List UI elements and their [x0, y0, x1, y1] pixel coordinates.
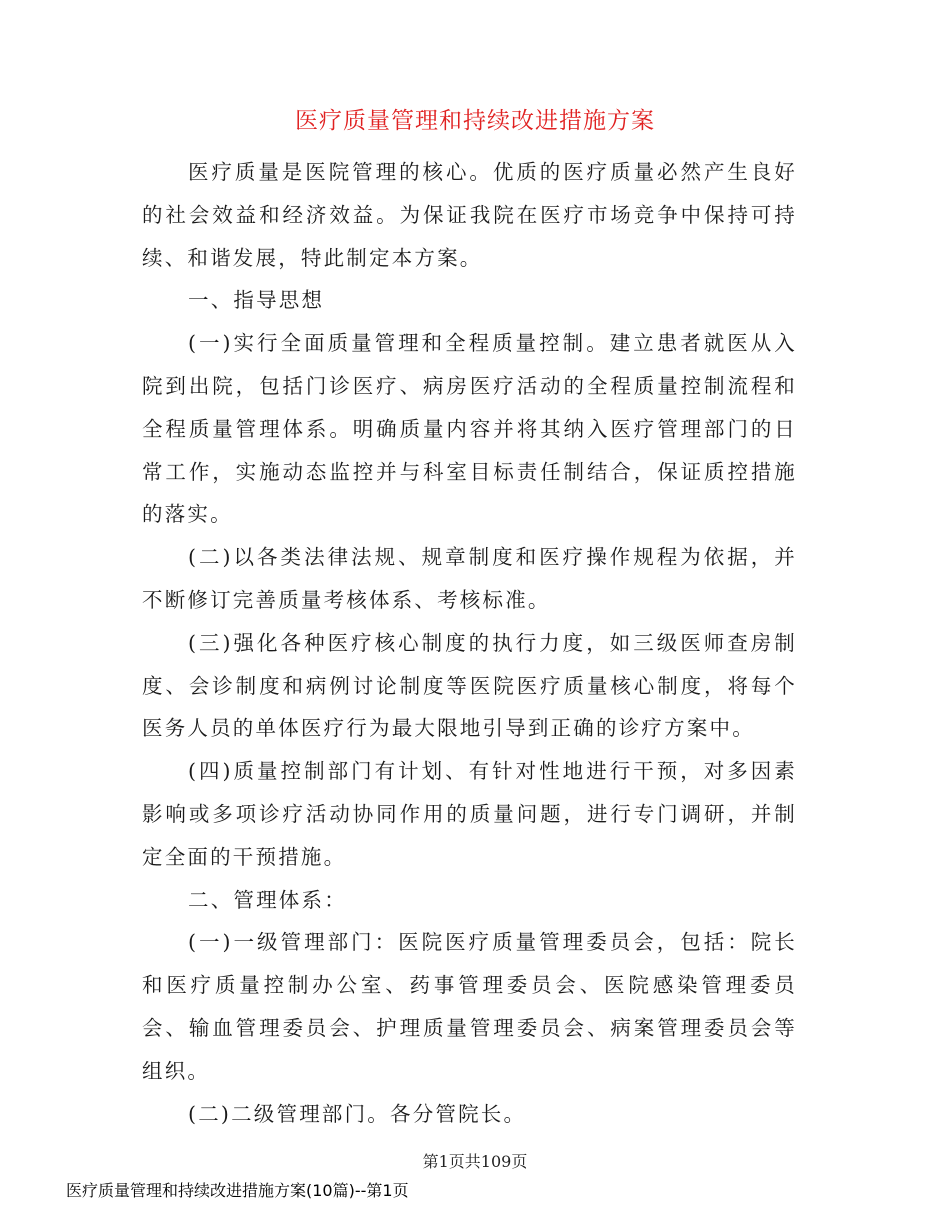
paragraph-item-3: (三)强化各种医疗核心制度的执行力度，如三级医师查房制度、会诊制度和病例讨论制度等医院医疗质量核心制度，将每个医务人员的单体医疗行为最大限地引导到正确的诊疗方案中。	[142, 630, 797, 741]
paragraph-level-1: (一)一级管理部门：医院医疗质量管理委员会，包括：院长和医疗质量控制办公室、药事管理委员会、医院感染管理委员会、输血管理委员会、护理质量管理委员会、病案管理委员会等组织。	[142, 930, 797, 1083]
paragraph-level-2: (二)二级管理部门。各分管院长。	[188, 1101, 527, 1126]
section-heading-guiding-principles: 一、指导思想	[188, 288, 325, 313]
section-heading-management-system: 二、管理体系：	[188, 887, 347, 912]
footer-caption: 医疗质量管理和持续改进措施方案(10篇)--第1页	[66, 1181, 409, 1200]
paragraph-item-4: (四)质量控制部门有计划、有针对性地进行干预，对多因素影响或多项诊疗活动协同作用的质量问题，进行专门调研，并制定全面的干预措施。	[142, 759, 797, 869]
document-body	[142, 151, 797, 1135]
paragraph-item-2: (二)以各类法律法规、规章制度和医疗操作规程为依据，并不断修订完善质量考核体系、考核标准。	[142, 545, 797, 612]
paragraph-item-1: (一)实行全面质量管理和全程质量控制。建立患者就医从入院到出院，包括门诊医疗、病房医疗活动的全程质量控制流程和全程质量管理体系。明确质量内容并将其纳入医疗管理部门的日常工作，实施动态监控并与科室目标责任制结合，保证质控措施的落实。	[142, 331, 797, 527]
page-title: 医疗质量管理和持续改进措施方案	[295, 108, 655, 134]
paragraph-intro: 医疗质量是医院管理的核心。优质的医疗质量必然产生良好的社会效益和经济效益。为保证我院在医疗市场竞争中保持可持续、和谐发展，特此制定本方案。	[142, 160, 797, 270]
page-number: 第1页共109页	[422, 1152, 528, 1171]
